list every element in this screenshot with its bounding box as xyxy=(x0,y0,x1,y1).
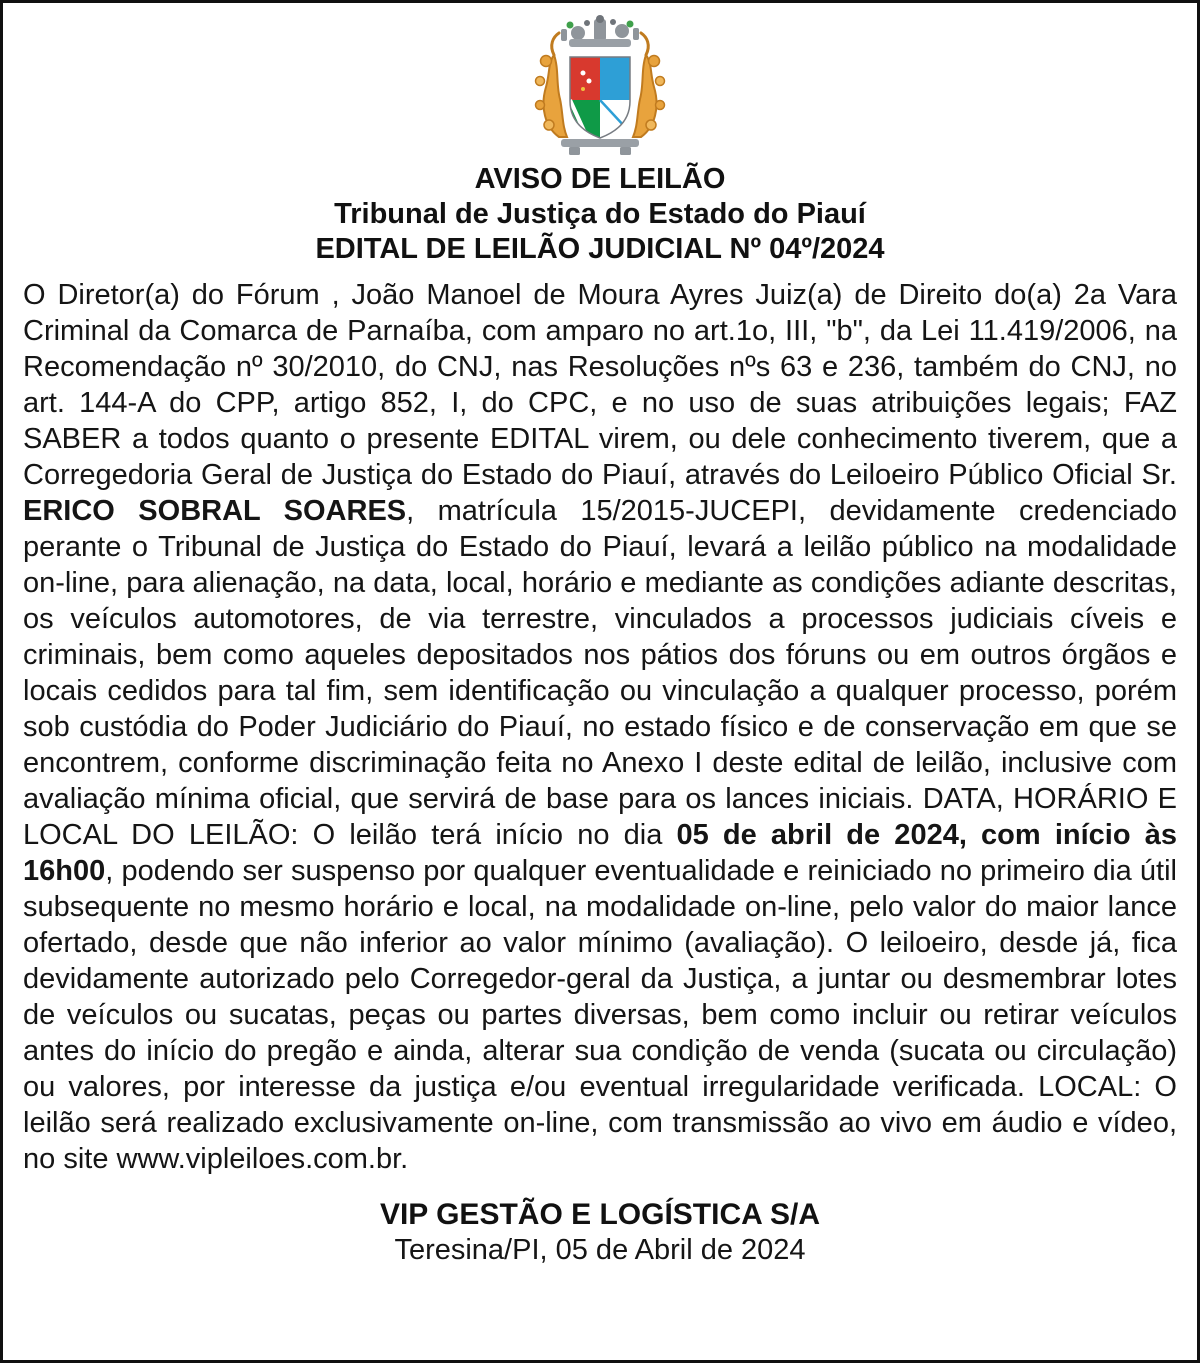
place-date-line: Teresina/PI, 05 de Abril de 2024 xyxy=(394,1234,806,1266)
crest-top-ornaments xyxy=(561,15,639,47)
court-name: Tribunal de Justiça do Estado do Piauí xyxy=(334,198,866,230)
notice-title: AVISO DE LEILÃO xyxy=(474,163,726,195)
crest-right-supporter xyxy=(633,33,665,137)
auction-company-name: VIP GESTÃO E LOGÍSTICA S/A xyxy=(379,1198,821,1231)
crest-left-supporter xyxy=(536,33,568,137)
edital-body-text: O Diretor(a) do Fórum , João Manoel de Moura Ayres Juiz(a) de Direito do(a) 2a Vara Criminal da Comarca de Parnaíba, com amparo no art.1o, III, "b", da Lei 11.419/2006, na Recomendação nº 30/2010, do CNJ, nas Resoluções nºs 63 e 236, também do CNJ, no art. 144-A do CPP, artigo 852, I, do CPC, e no uso de suas atribuições legais; FAZ SABER a todos quanto o presente EDITAL virem, ou dele conhecimento tiverem, que a Corregedoria Geral de Justiça do Estado do Piauí, através do Leiloeiro Público Oficial Sr. ERICO SOBRAL SOARES, matrícula 15/2015-JUCEPI, devidamente credenciado perante o Tribunal de Justiça do Estado do Piauí, levará a leilão público na modalidade on-line, para alienação, na data, local, horário e mediante as condições adiante descritas, os veículos automotores, de via terrestre, vinculados a processos judiciais cíveis e criminais, bem como aqueles depositados nos pátios dos fóruns ou em outros órgãos e locais cedidos para tal fim, sem identificação ou vinculação a qualquer processo, porém sob custódia do Poder Judiciário do Piauí, no estado físico e de conservação em que se encontrem, conforme discriminação feita no Anexo I deste edital de leilão, inclusive com avaliação mínima oficial, que servirá de base para os lances iniciais. DATA, HORÁRIO E LOCAL DO LEILÃO: O leilão terá início no dia 05 de abril de 2024, com início às 16h00, podendo ser suspenso por qualquer eventualidade e reiniciado no primeiro dia útil subsequente no mesmo horário e local, na modalidade on-line, pelo valor do maior lance ofertado, desde que não inferior ao valor mínimo (avaliação). O leiloeiro, desde já, fica devidamente autorizado pelo Corregedor-geral da Justiça, a juntar ou desmembrar lotes de veículos ou sucatas, peças ou partes diversas, bem como incluir ou retirar veículos antes do início do pregão e ainda, alterar sua condição de venda (sucata ou circulação) ou valores, por interesse da justiça e/ou eventual irregularidade verificada. LOCAL: O leilão será realizado exclusivamente on-line, com transmissão ao vivo em áudio e vídeo, no site www.vipleiloes.com.br. xyxy=(23,279,1177,1175)
coat-of-arms-icon xyxy=(525,15,675,157)
crest-base xyxy=(561,139,639,155)
document-header xyxy=(3,3,1197,267)
edital-number: EDITAL DE LEILÃO JUDICIAL Nº 04º/2024 xyxy=(315,233,885,265)
document-footer xyxy=(3,1197,1197,1267)
crest-shield xyxy=(570,57,630,140)
